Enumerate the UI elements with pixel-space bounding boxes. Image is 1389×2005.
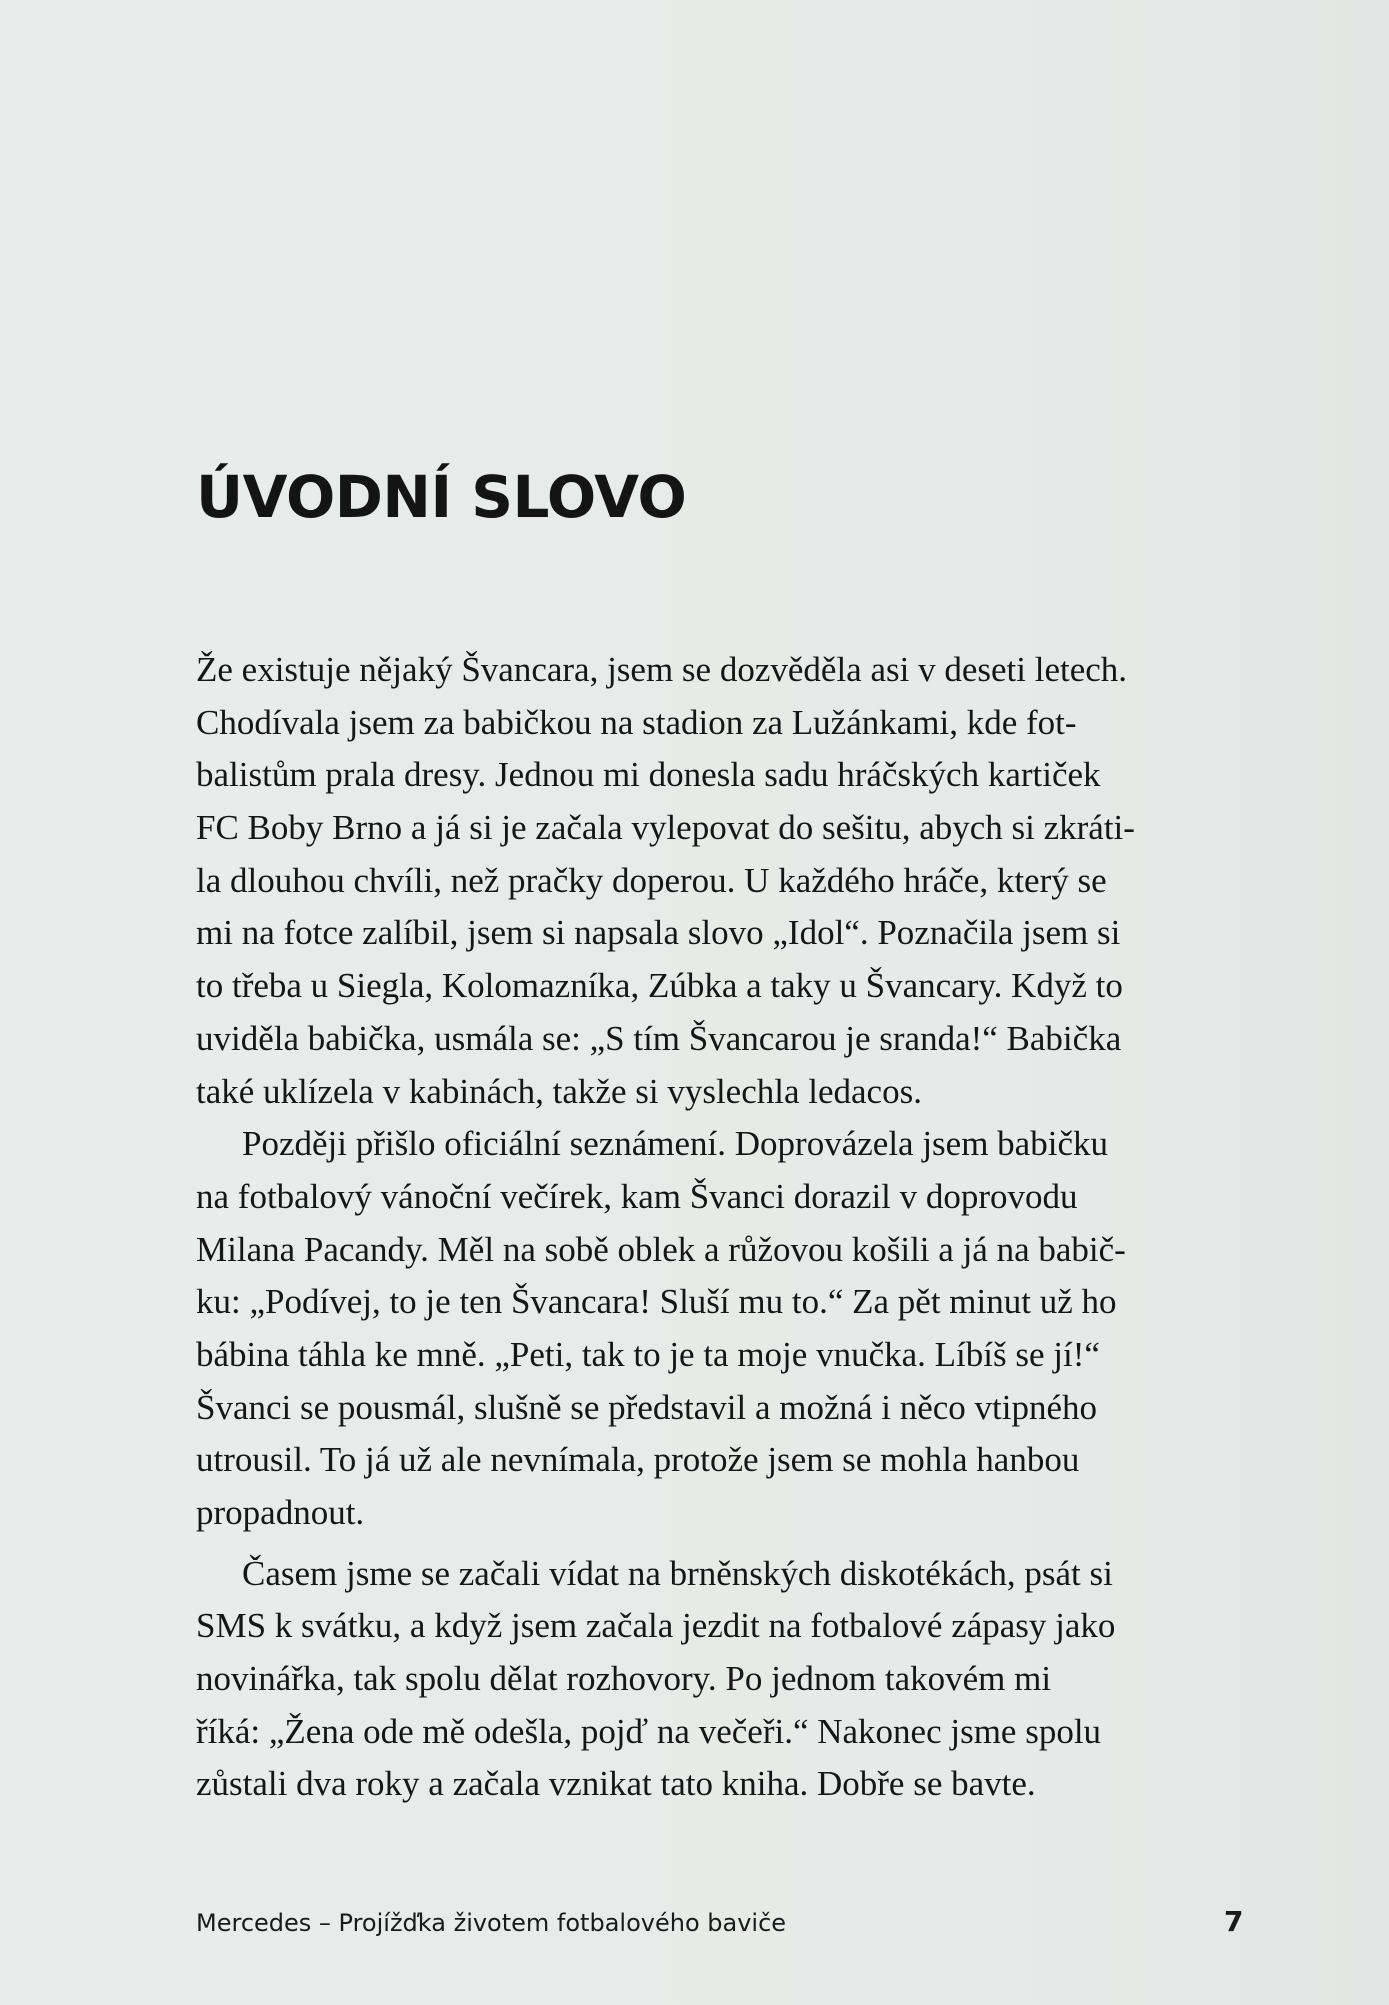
paragraph-3 [196,1548,1246,1811]
text-line: balistům prala dresy. Jednou mi donesla sadu hráčských kartiček [196,755,1101,795]
text-line: mi na fotce zalíbil, jsem si napsala slovo „Idol“. Poznačila jsem si [196,913,1121,953]
text-line: SMS k svátku, a když jsem začala jezdit na fotbalové zápasy jako [196,1606,1116,1646]
text-line: také uklízela v kabinách, takže si vyslechla ledacos. [196,1071,922,1111]
text-line: na fotbalový vánoční večírek, kam Švanci dorazil v doprovodu [196,1176,1078,1216]
text-line: to třeba u Siegla, Kolomazníka, Zúbka a taky u Švancary. Když to [196,966,1123,1006]
text-line: novinářka, tak spolu dělat rozhovory. Po jednom takovém mi [196,1659,1052,1699]
text-line: Chodívala jsem za babičkou na stadion za Lužánkami, kde fot- [196,702,1077,742]
paragraph-spacer [196,1540,1246,1548]
text-line: Milana Pacandy. Měl na sobě oblek a růžovou košili a já na babič- [196,1229,1126,1269]
body-text [196,644,1246,1811]
text-line: Švanci se pousmál, slušně se představil a možná i něco vtipného [196,1387,1098,1427]
running-footer-title: Mercedes – Projížďka životem fotbalového baviče [196,1909,787,1937]
text-line: propadnout. [196,1493,365,1532]
paragraph-1 [196,644,1246,1118]
text-line: uviděla babička, usmála se: „S tím Švancarou je sranda!“ Babička [196,1018,1122,1058]
text-line: utrousil. To já už ale nevnímala, protože jsem se mohla hanbou [196,1440,1080,1480]
chapter-heading: ÚVODNÍ SLOVO [196,463,687,531]
text-line: zůstali dva roky a začala vznikat tato kniha. Dobře se bavte. [196,1764,1036,1804]
paragraph-2 [196,1118,1246,1540]
text-line: la dlouhou chvíli, než pračky doperou. U každého hráče, který se [196,860,1107,900]
text-line: říká: „Žena ode mě odešla, pojď na večeři.“ Nakonec jsme spolu [196,1711,1102,1751]
text-line: Časem jsme se začali vídat na brněnských diskotékách, psát si [242,1553,1113,1593]
text-line: Že existuje nějaký Švancara, jsem se dozvěděla asi v deseti letech. [196,650,1128,689]
text-line: FC Boby Brno a já si je začala vylepovat do sešitu, abych si zkráti- [196,808,1135,848]
page-number: 7 [1224,1905,1244,1938]
text-line: Později přišlo oficiální seznámení. Doprovázela jsem babičku [242,1124,1108,1164]
text-line: bábina táhla ke mně. „Peti, tak to je ta moje vnučka. Líbíš se jí!“ [196,1334,1100,1374]
text-line: ku: „Podívej, to je ten Švancara! Sluší mu to.“ Za pět minut už ho [196,1282,1117,1322]
